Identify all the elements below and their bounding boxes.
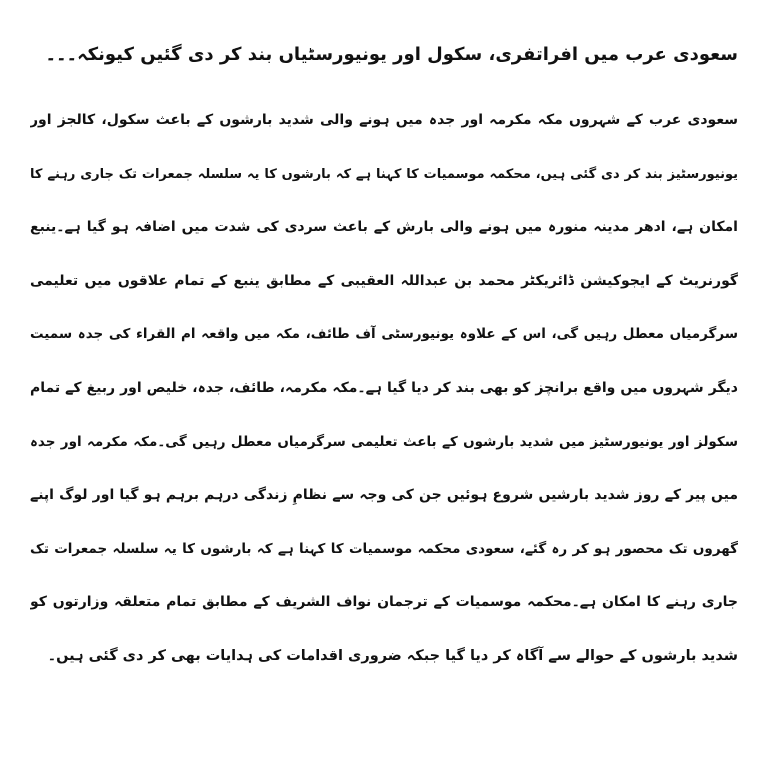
paragraph-line: جاری رہنے کا امکان ہے۔محکمہ موسمیات کے ترجمان نواف الشریف کے مطابق تمام متعلقہ وزارتوں کو [30, 594, 738, 611]
paragraph-line: سعودی عرب کے شہروں مکہ مکرمہ اور جدہ میں ہونے والی شدید بارشوں کے باعث سکول، کالجز اور [30, 112, 738, 128]
paragraph-line: شدید بارشوں کے حوالے سے آگاہ کر دیا گیا جبکہ ضروری اقدامات کی ہدایات بھی کر دی گئی ہیں۔ [47, 647, 738, 664]
paragraph-line: دیگر شہروں میں واقع برانچز کو بھی بند کر دیا گیا ہے۔مکہ مکرمہ، طائف، جدہ، خلیص اور ربیغ کے تمام [30, 379, 738, 396]
headline: سعودی عرب میں افراتفری، سکول اور یونیورسٹیاں بند کر دی گئیں کیونکہ۔۔۔ [45, 44, 738, 65]
paragraph-line: گھروں تک محصور ہو کر رہ گئے، سعودی محکمہ موسمیات کا کہنا ہے کہ بارشوں کا یہ سلسلہ جمعرات تک [30, 540, 738, 557]
paragraph-line: میں پیر کے روز شدید بارشیں شروع ہوئیں جن کی وجہ سے نظامِ زندگی درہم برہم ہو گیا اور لوگ اپنے [30, 487, 738, 504]
paragraph-line: امکان ہے، ادھر مدینہ منورہ میں ہونے والی بارش کے باعث سردی کی شدت میں اضافہ ہو گیا ہے۔ینبع [30, 219, 738, 236]
paragraph-line: سرگرمیاں معطل رہیں گی، اس کے علاوہ یونیورسٹی آف طائف، مکہ میں واقعہ ام القراء کی جدہ سمیت [30, 326, 738, 343]
paragraph-line: یونیورسٹیز بند کر دی گئی ہیں، محکمہ موسمیات کا کہنا ہے کہ بارشوں کا یہ سلسلہ جمعرات تک جاری رہنے کا [30, 166, 738, 182]
paragraph-line: سکولز اور یونیورسٹیز میں شدید بارشوں کے باعث تعلیمی سرگرمیاں معطل رہیں گی۔مکہ مکرمہ اور جدہ [30, 433, 738, 450]
paragraph-line: گورنریٹ کے ایجوکیشن ڈائریکٹر محمد بن عبداللہ العقیبی کے مطابق ینبع کے تمام علاقوں میں تعلیمی [30, 272, 738, 289]
article-body [30, 94, 738, 684]
